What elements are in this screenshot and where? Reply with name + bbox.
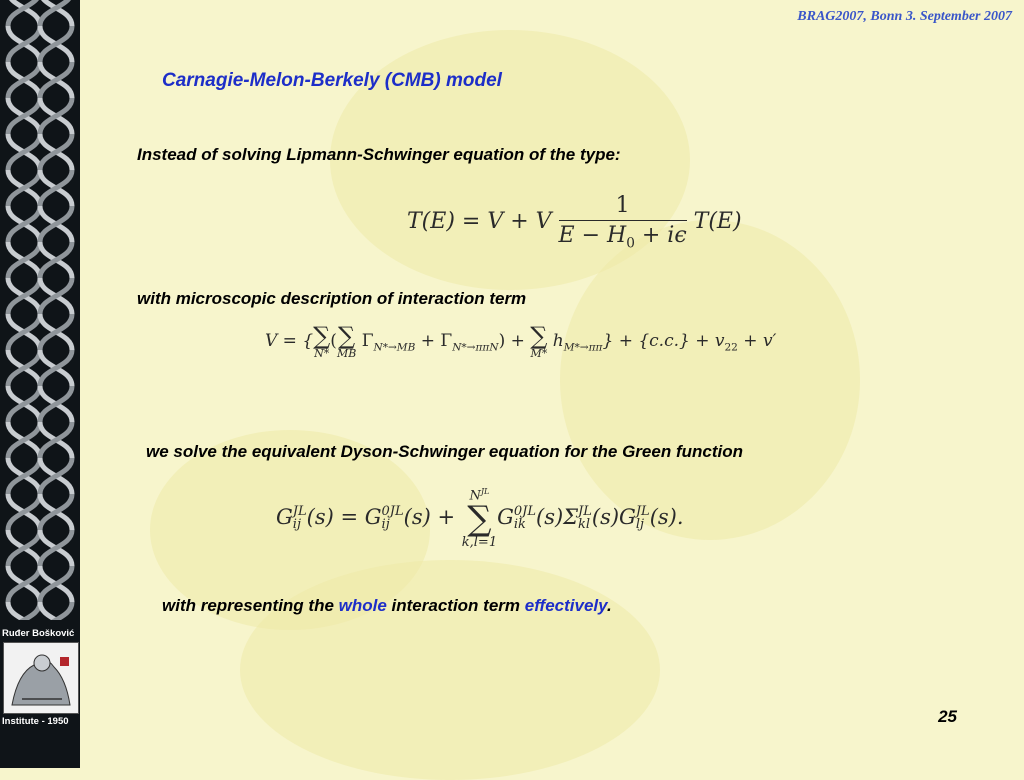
braid-strand — [40, 350, 72, 386]
eq3-sigma-sub: kl — [578, 516, 591, 532]
eq2-open-paren: ( — [330, 331, 337, 351]
eq2-sum3: ∑ M* — [530, 322, 548, 360]
eq3-plus: (s) + — [403, 505, 462, 530]
braid-strand — [40, 206, 72, 242]
eq3-sum-upper: N — [469, 488, 481, 504]
conclusion-part3: . — [606, 596, 612, 615]
eq1-fraction — [559, 193, 687, 251]
conference-header: BRAG2007, Bonn 3. September 2007 — [797, 9, 1012, 24]
institute-emblem-icon — [3, 642, 79, 714]
braid-strand — [8, 386, 40, 422]
eq2-v22-sub: 22 — [724, 341, 738, 354]
braid-strand — [40, 314, 72, 350]
braid-strand — [8, 242, 40, 278]
highlight-effectively: effectively — [524, 596, 607, 615]
eq2-end: } + {c.c.} + v — [602, 331, 725, 351]
eq2-sum1: ∑ N* — [313, 322, 331, 360]
braid-strand — [8, 134, 40, 170]
braid-strand — [8, 458, 40, 494]
eq1-denominator — [559, 221, 687, 251]
eq3-g-left-sub: ij — [292, 516, 301, 532]
braid-strand — [8, 530, 40, 566]
eq3-g-right-sub: lj — [635, 516, 645, 532]
conclusion-text — [162, 596, 612, 616]
braid-strand — [40, 26, 72, 62]
eq3-sum-lower: k,l=1 — [461, 535, 498, 551]
interaction-term-equation — [265, 324, 776, 359]
braid-strand — [8, 494, 40, 530]
eq3-g-right: (s)G — [591, 505, 636, 530]
braid-strand — [8, 170, 40, 206]
slide-title: Carnagie-Melon-Berkely (CMB) model — [162, 70, 502, 91]
braid-strand — [40, 530, 72, 566]
eq1-numerator: 1 — [559, 193, 687, 221]
lippmann-schwinger-equation — [407, 193, 742, 251]
braid-strand — [8, 566, 40, 602]
eq3-g-left-sup: JL — [292, 504, 307, 520]
eq2-gamma1: Γ — [361, 331, 374, 351]
eq2-h: h — [552, 331, 564, 351]
eq2-gamma1-sub: N*→MB — [373, 341, 416, 354]
dyson-text: we solve the equivalent Dyson-Schwinger equation for the Green function — [146, 442, 743, 461]
conclusion-part1: with representing the — [162, 596, 339, 615]
eq3-g0-sup: 0JL — [381, 504, 404, 520]
eq3-end: (s). — [649, 505, 684, 530]
braid-strand — [40, 458, 72, 494]
eq2-sum2: ∑ MB — [336, 322, 357, 360]
eq2-plus-gamma: + Γ — [415, 331, 453, 351]
intro-text: Instead of solving Lipmann-Schwinger equation of the type: — [137, 145, 621, 164]
eq1-den-tail: + iϵ — [634, 223, 687, 248]
conclusion-part2: interaction term — [386, 596, 525, 615]
eq2-close-paren: ) + — [498, 331, 531, 351]
eq3-sum-upper-sup: JL — [480, 487, 490, 496]
eq3-g0b-sup: 0JL — [513, 504, 537, 520]
eq2-tail: + v′ — [737, 331, 777, 351]
eq2-h-sub: M*→ππ — [563, 341, 603, 354]
braid-strand — [40, 170, 72, 206]
highlight-whole: whole — [338, 596, 387, 615]
eq3-g0b-sub: ik — [513, 516, 526, 532]
eq3-sigma-sup: JL — [578, 504, 592, 520]
braid-strand — [8, 278, 40, 314]
braid-strand — [8, 314, 40, 350]
braid-strand — [8, 422, 40, 458]
dyson-schwinger-equation: G JL ij (s) = G 0JL ij (s) + $N^{JL}$ ∑ k,l=1 G 0JL ik (s)Σ JL kl (s)G JL lj (s). — [276, 487, 684, 551]
eq3-sum: $N^{JL}$ ∑ k,l=1 — [461, 487, 498, 551]
eq3-g0-sub: ij — [381, 516, 390, 532]
description-text: with microscopic description of interaction term — [137, 289, 527, 308]
eq3-g-left: G — [276, 505, 293, 530]
braid-strand — [40, 566, 72, 602]
eq1-lhs: T(E) = V + V — [407, 209, 552, 235]
logo-top-text: Ruđer Bošković — [2, 628, 75, 639]
eq3-g-right-sup: JL — [635, 504, 650, 520]
braid-pattern-icon — [0, 0, 80, 620]
background-shape — [240, 560, 660, 780]
braid-strand — [8, 26, 40, 62]
braid-strand — [8, 350, 40, 386]
eq3-mid: (s) = G — [306, 505, 382, 530]
braid-strand — [40, 386, 72, 422]
braid-strand — [40, 98, 72, 134]
eq2-sum1-limit: N* — [314, 347, 330, 360]
braid-strand — [40, 278, 72, 314]
eq2-sum3-limit: M* — [530, 347, 548, 360]
braid-strand — [40, 422, 72, 458]
braid-strand — [40, 242, 72, 278]
braid-strand — [40, 62, 72, 98]
braid-strand — [40, 134, 72, 170]
braid-strand — [8, 62, 40, 98]
eq3-sigma: (s)Σ — [536, 505, 579, 530]
eq1-den-main: E − H — [558, 223, 627, 248]
eq2-start: V = { — [265, 331, 314, 351]
eq2-sum2-limit: MB — [336, 347, 357, 360]
eq2-gamma2-sub: N*→ππN — [452, 341, 499, 354]
braid-strand — [40, 494, 72, 530]
eq1-rhs: T(E) — [693, 209, 742, 235]
braid-strand — [8, 206, 40, 242]
logo-bottom-text: Institute - 1950 — [2, 716, 69, 727]
page-number: 25 — [938, 707, 957, 726]
eq1-den-sub: 0 — [626, 235, 635, 252]
braid-strand — [8, 98, 40, 134]
